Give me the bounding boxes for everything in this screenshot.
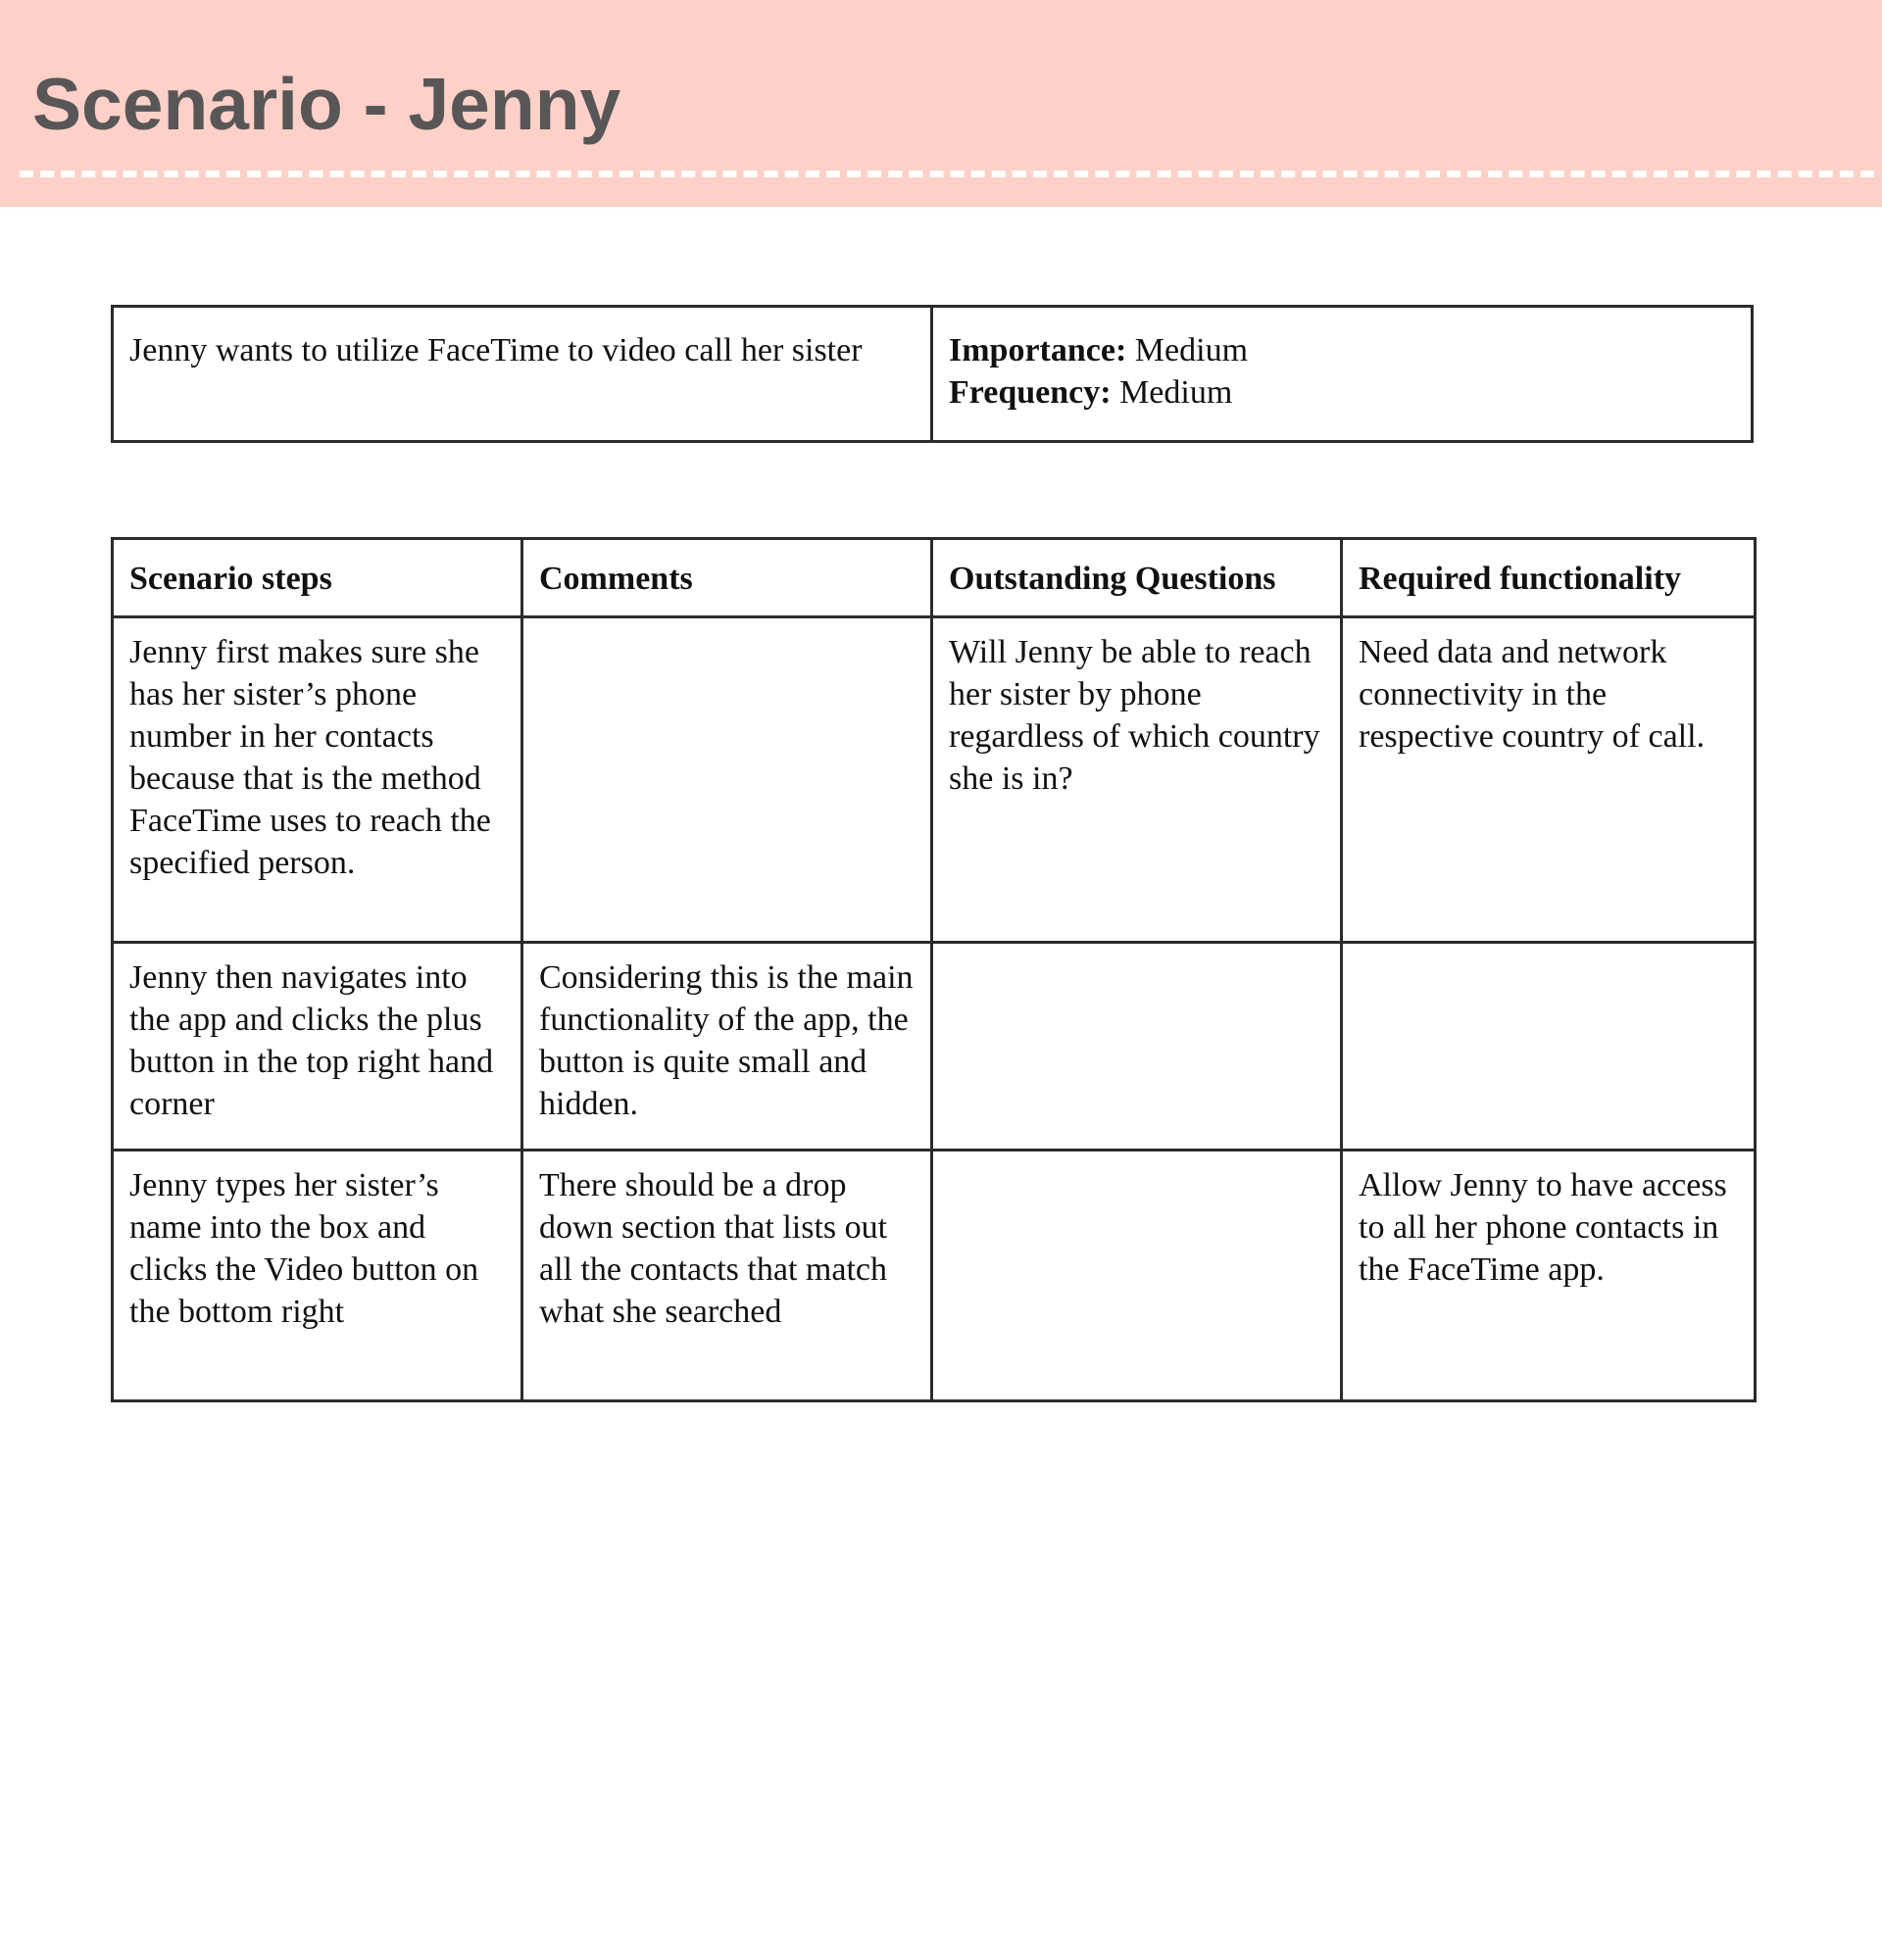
functionality-cell: Need data and network connectivity in the respective country of call. — [1342, 617, 1756, 943]
scenario-steps-table — [111, 537, 1757, 1402]
comment-cell — [522, 617, 932, 943]
functionality-cell — [1342, 943, 1756, 1151]
column-header-comments: Comments — [522, 539, 932, 617]
header-banner — [0, 0, 1882, 207]
table-row — [113, 1151, 1756, 1401]
question-cell — [932, 1151, 1342, 1401]
question-cell — [932, 943, 1342, 1151]
scenario-summary-table — [111, 305, 1754, 443]
scenario-step-cell: Jenny first makes sure she has her sister’s phone number in her contacts because that is the method FaceTime uses to reach the specified person. — [113, 617, 522, 943]
column-header-scenario-steps: Scenario steps — [113, 539, 522, 617]
scenario-step-cell: Jenny types her sister’s name into the box and clicks the Video button on the bottom right — [113, 1151, 522, 1401]
column-header-required-functionality: Required functionality — [1342, 539, 1756, 617]
question-cell: Will Jenny be able to reach her sister by phone regardless of which country she is in? — [932, 617, 1342, 943]
summary-row — [113, 307, 1753, 442]
frequency-line — [949, 371, 1735, 414]
comment-cell: Considering this is the main functionality of the app, the button is quite small and hidden. — [522, 943, 932, 1151]
comment-cell: There should be a drop down section that lists out all the contacts that match what she searched — [522, 1151, 932, 1401]
importance-label: Importance: — [949, 332, 1127, 368]
scenario-ratings — [932, 307, 1753, 442]
frequency-label: Frequency: — [949, 374, 1112, 411]
scenario-step-cell: Jenny then navigates into the app and clicks the plus button in the top right hand corner — [113, 943, 522, 1151]
functionality-cell: Allow Jenny to have access to all her phone contacts in the FaceTime app. — [1342, 1151, 1756, 1401]
frequency-value: Medium — [1119, 374, 1233, 411]
importance-value: Medium — [1134, 332, 1249, 368]
scenario-description: Jenny wants to utilize FaceTime to video call her sister — [113, 307, 932, 442]
table-row — [113, 943, 1756, 1151]
column-header-outstanding-questions: Outstanding Questions — [932, 539, 1342, 617]
page-title: Scenario - Jenny — [32, 63, 621, 145]
table-row — [113, 617, 1756, 943]
header-dashed-divider — [20, 171, 1874, 177]
importance-line — [949, 329, 1735, 371]
table-header-row — [113, 539, 1756, 617]
